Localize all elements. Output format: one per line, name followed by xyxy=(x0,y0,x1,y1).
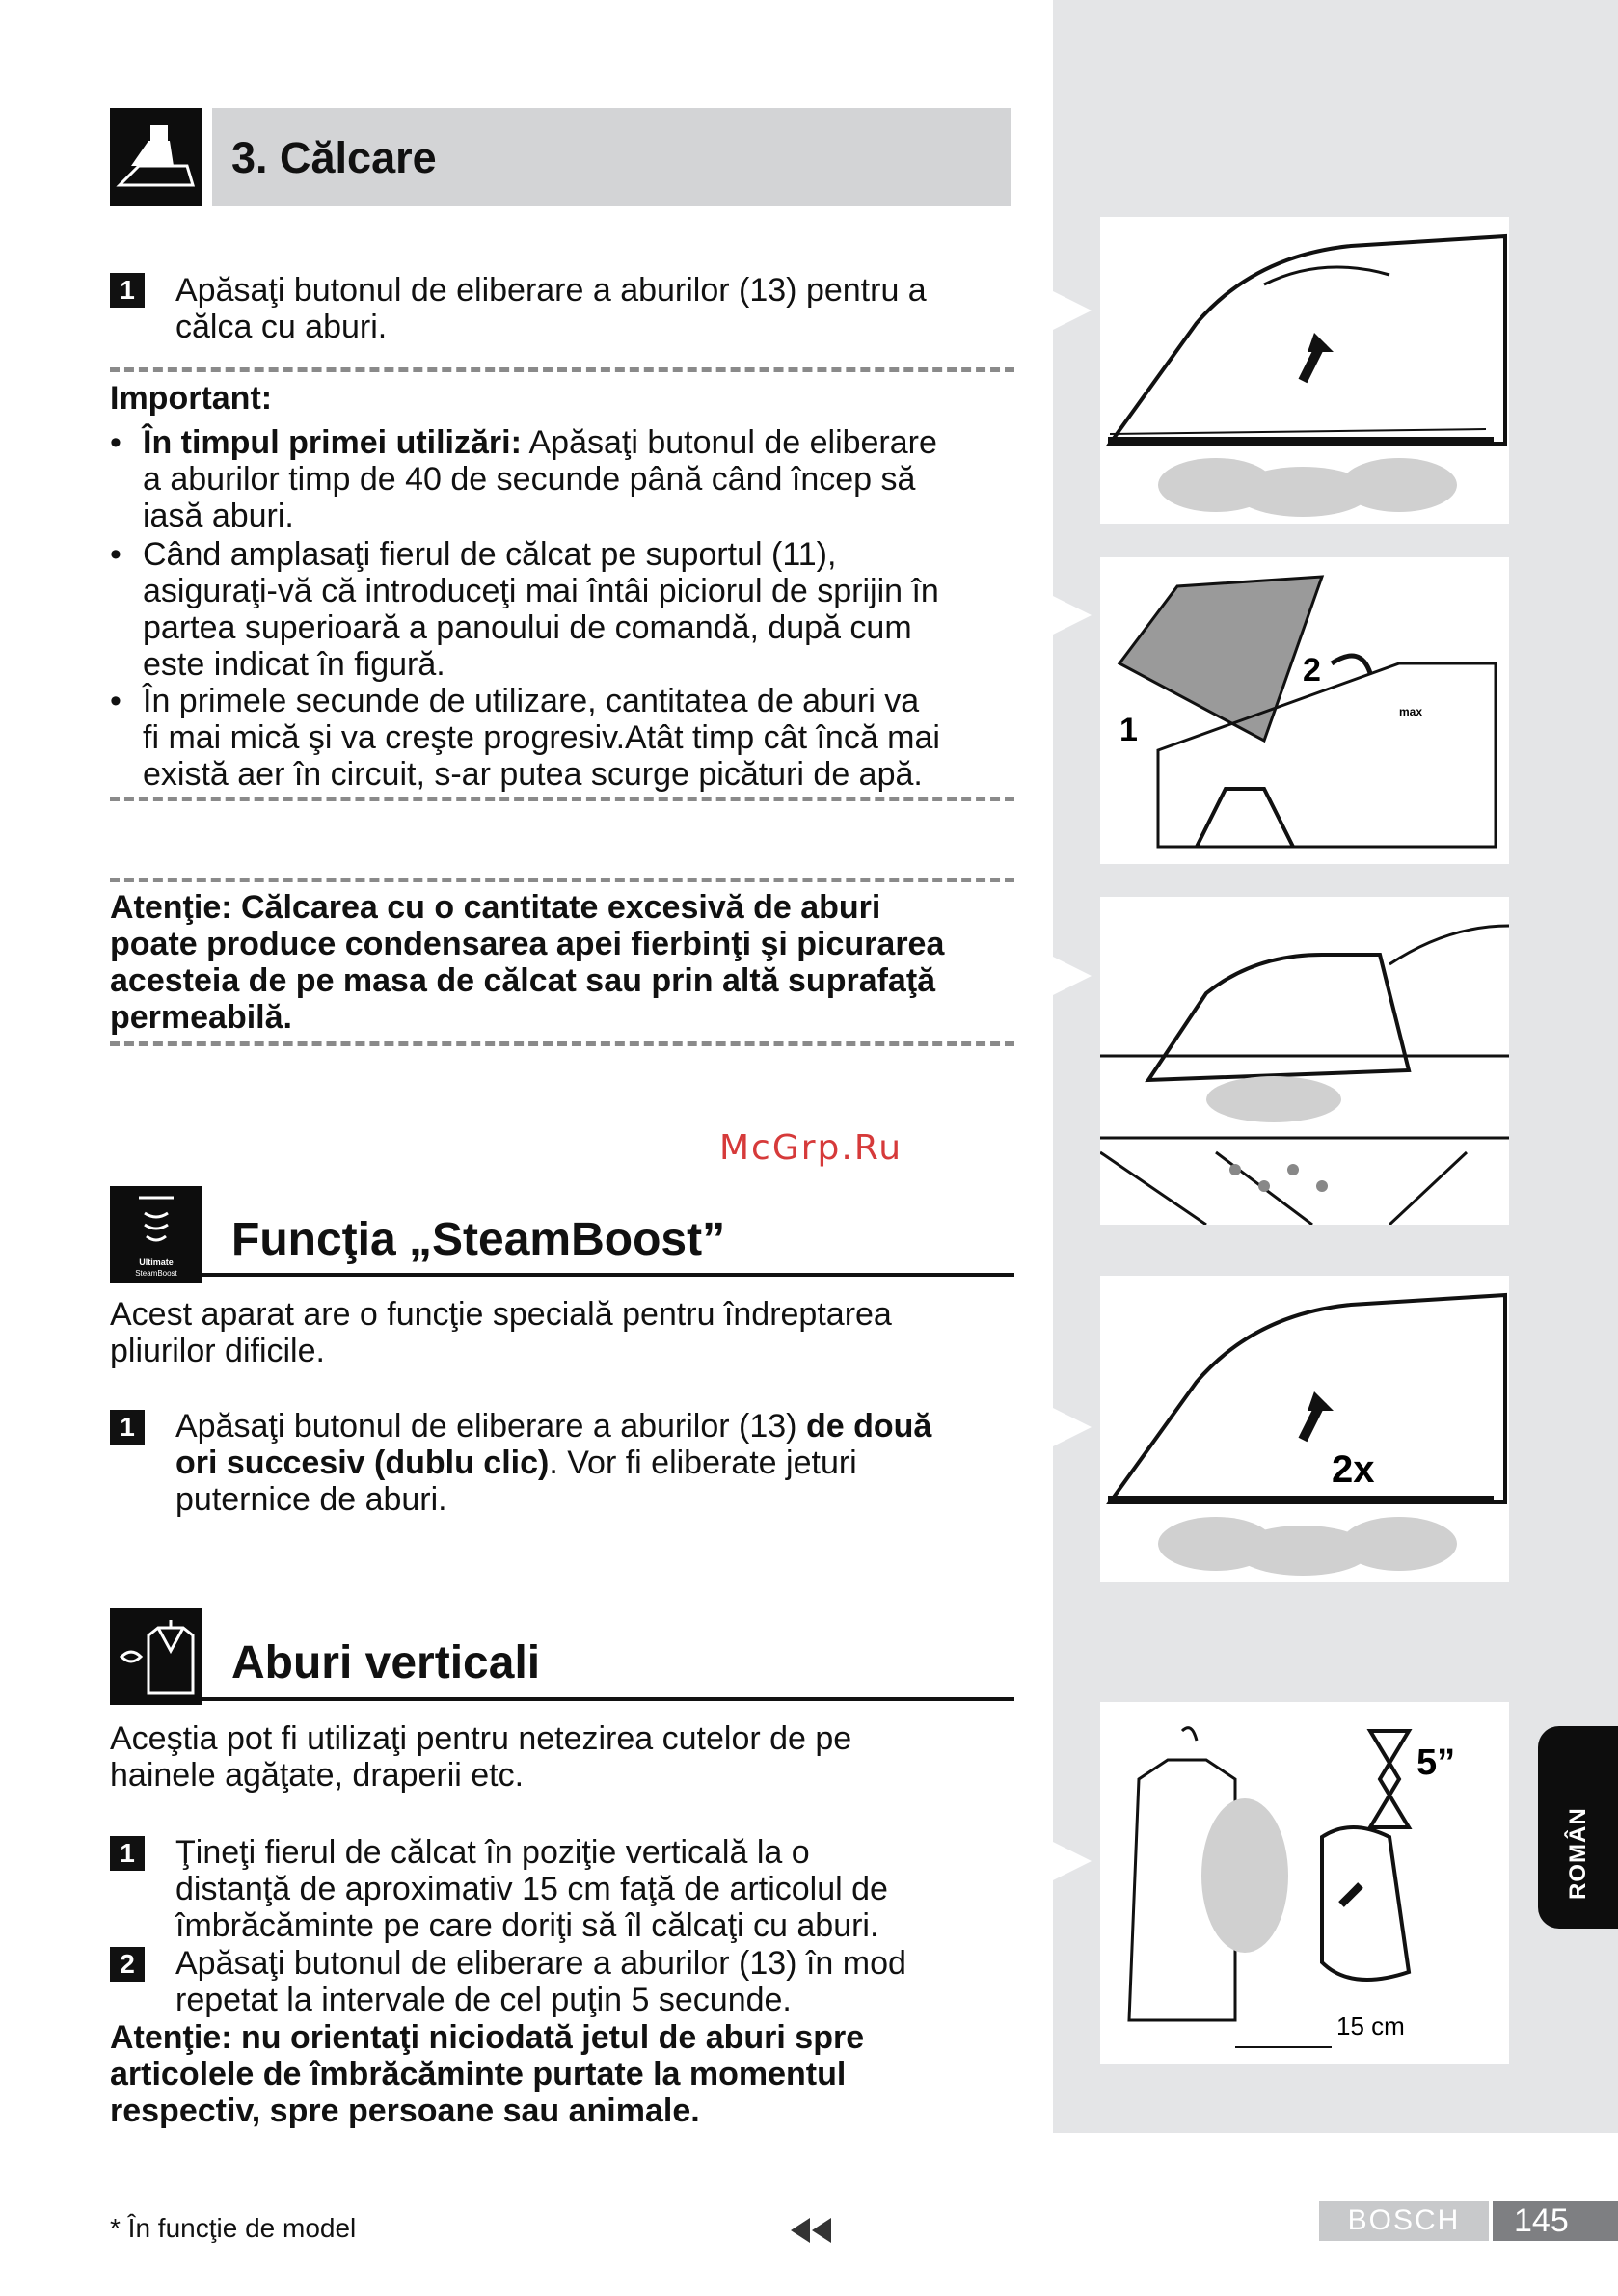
text-line: acesteia de pe masa de călcat sau prin altă suprafaţă xyxy=(110,962,936,999)
bullet-bold: În timpul primei utilizări: xyxy=(143,424,522,461)
step-text xyxy=(175,272,927,345)
language-tab xyxy=(1538,1726,1618,1929)
text-line: Apăsaţi butonul de eliberare a aburilor (13) în mod xyxy=(175,1945,906,1982)
text-line: partea superioară a panoului de comandă, după cum xyxy=(143,609,912,646)
ironing-section-icon xyxy=(110,108,202,206)
figure-iron-on-base xyxy=(1100,557,1509,864)
section-title: Funcţia „SteamBoost” xyxy=(231,1214,726,1265)
bullet-text xyxy=(143,683,940,793)
bullet-dot: • xyxy=(110,424,121,461)
bullet-dot: • xyxy=(110,683,121,719)
text-line: articolele de îmbrăcăminte purtate la momentul xyxy=(110,2056,847,2093)
figure-pointer xyxy=(1053,291,1092,330)
text-line: a aburilor timp de 40 de secunde până când încep să xyxy=(143,461,916,498)
icon-label-top: Ultimate xyxy=(139,1257,174,1267)
text-line: pliurilor dificile. xyxy=(110,1333,325,1369)
figure-max-label: max xyxy=(1399,705,1423,718)
text-line: permeabilă. xyxy=(110,999,292,1036)
text-line: repetat la intervale de cel puţin 5 secunde. xyxy=(175,1982,792,2018)
figure-pointer xyxy=(1053,1842,1092,1880)
figure-ironing-board xyxy=(1100,897,1509,1225)
bullet-text xyxy=(143,536,939,683)
icon-label-bottom: SteamBoost xyxy=(135,1269,177,1278)
warning-text xyxy=(110,2019,864,2129)
footer-note: * În funcţie de model xyxy=(110,2213,357,2243)
intro-text xyxy=(110,1720,851,1794)
text-line: Aceştia pot fi utilizaţi pentru netezirea cutelor de pe xyxy=(110,1720,852,1757)
text-line: Ţineţi fierul de călcat în poziţie verticală la o xyxy=(175,1834,810,1871)
text-line: respectiv, spre persoane sau animale. xyxy=(110,2093,700,2129)
dashed-divider xyxy=(110,367,1014,372)
warning-text xyxy=(110,889,944,1036)
text-bold: ori succesiv (dublu clic) xyxy=(175,1445,550,1481)
bullet-dot: • xyxy=(110,536,121,573)
text-bold: de două xyxy=(805,1408,932,1445)
text-line: iasă aburi. xyxy=(143,498,294,534)
figure-steam-iron xyxy=(1100,217,1509,524)
text-line: distanţă de aproximativ 15 cm faţă de articolul de xyxy=(175,1871,888,1907)
dashed-divider xyxy=(110,878,1014,882)
double-triangle-icon xyxy=(789,2216,833,2250)
page-number: 145 xyxy=(1493,2201,1618,2241)
bullet-text xyxy=(143,424,937,534)
text-part: Apăsaţi butonul de eliberare a aburilor (13) xyxy=(175,1408,806,1445)
heading-rule xyxy=(202,1273,1014,1277)
text-line: hainele agăţate, draperii etc. xyxy=(110,1757,525,1794)
dashed-divider xyxy=(110,797,1014,801)
brand-label: BOSCH xyxy=(1319,2201,1489,2241)
section-title: Aburi verticali xyxy=(231,1637,541,1688)
dashed-divider xyxy=(110,1041,1014,1046)
step-number: 1 xyxy=(110,1410,145,1445)
figure-pointer xyxy=(1053,1408,1092,1446)
figure-pointer xyxy=(1053,596,1092,635)
heading-rule xyxy=(202,1697,1014,1701)
language-tab-label: ROMÂN xyxy=(1565,1807,1591,1900)
text-line: asiguraţi-vă că introduceţi mai întâi piciorul de sprijin în xyxy=(143,573,939,609)
vertical-steam-icon xyxy=(110,1608,202,1705)
text-line: Atenţie: nu orientaţi niciodată jetul de aburi spre xyxy=(110,2019,865,2056)
figure-label: 2 xyxy=(1303,652,1321,689)
text-line: Acest aparat are o funcţie specială pentru îndreptarea xyxy=(110,1296,892,1333)
text-line: călca cu aburi. xyxy=(175,309,388,345)
text-line: Când amplasaţi fierul de călcat pe suportul (11), xyxy=(143,536,837,573)
watermark: McGrp.Ru xyxy=(719,1128,903,1168)
steamboost-icon xyxy=(110,1186,202,1283)
step-text xyxy=(175,1945,906,2018)
text-part: . Vor fi eliberate jeturi xyxy=(549,1445,857,1481)
figure-distance-label: 15 cm xyxy=(1336,2012,1405,2040)
section-title: 3. Călcare xyxy=(231,133,437,182)
text-line: Atenţie: Călcarea cu o cantitate excesivă de aburi xyxy=(110,889,881,926)
text-line: Apăsaţi butonul de eliberare a aburilor (13) pentru a xyxy=(175,272,927,309)
figure-pointer xyxy=(1053,957,1092,995)
intro-text xyxy=(110,1296,892,1369)
text-line: îmbrăcăminte pe care doriţi să îl călcaţi cu aburi. xyxy=(175,1907,879,1944)
step-number: 1 xyxy=(110,1836,145,1871)
text-line: poate produce condensarea apei fierbinţi şi picurarea xyxy=(110,926,945,962)
section-title-bar xyxy=(212,108,1011,206)
figure-vertical-steam xyxy=(1100,1702,1509,2064)
step-text xyxy=(175,1834,888,1944)
text-line: este indicat în figură. xyxy=(143,646,445,683)
step-number: 1 xyxy=(110,273,145,308)
figure-steamboost xyxy=(1100,1276,1509,1582)
important-label: Important: xyxy=(110,380,273,417)
figure-time-label: 5” xyxy=(1416,1742,1456,1783)
text-line: există aer în circuit, s-ar putea scurge picături de apă. xyxy=(143,756,923,793)
figure-label: 1 xyxy=(1119,712,1138,748)
figure-label: 2x xyxy=(1332,1448,1375,1491)
step-number: 2 xyxy=(110,1947,145,1982)
text-line: fi mai mică şi va creşte progresiv.Atât timp cât încă mai xyxy=(143,719,940,756)
bullet-rest: Apăsaţi butonul de eliberare xyxy=(521,424,937,461)
text-line: puternice de aburi. xyxy=(175,1481,447,1518)
text-line: În primele secunde de utilizare, cantitatea de aburi va xyxy=(143,683,920,719)
step-text xyxy=(175,1408,931,1518)
